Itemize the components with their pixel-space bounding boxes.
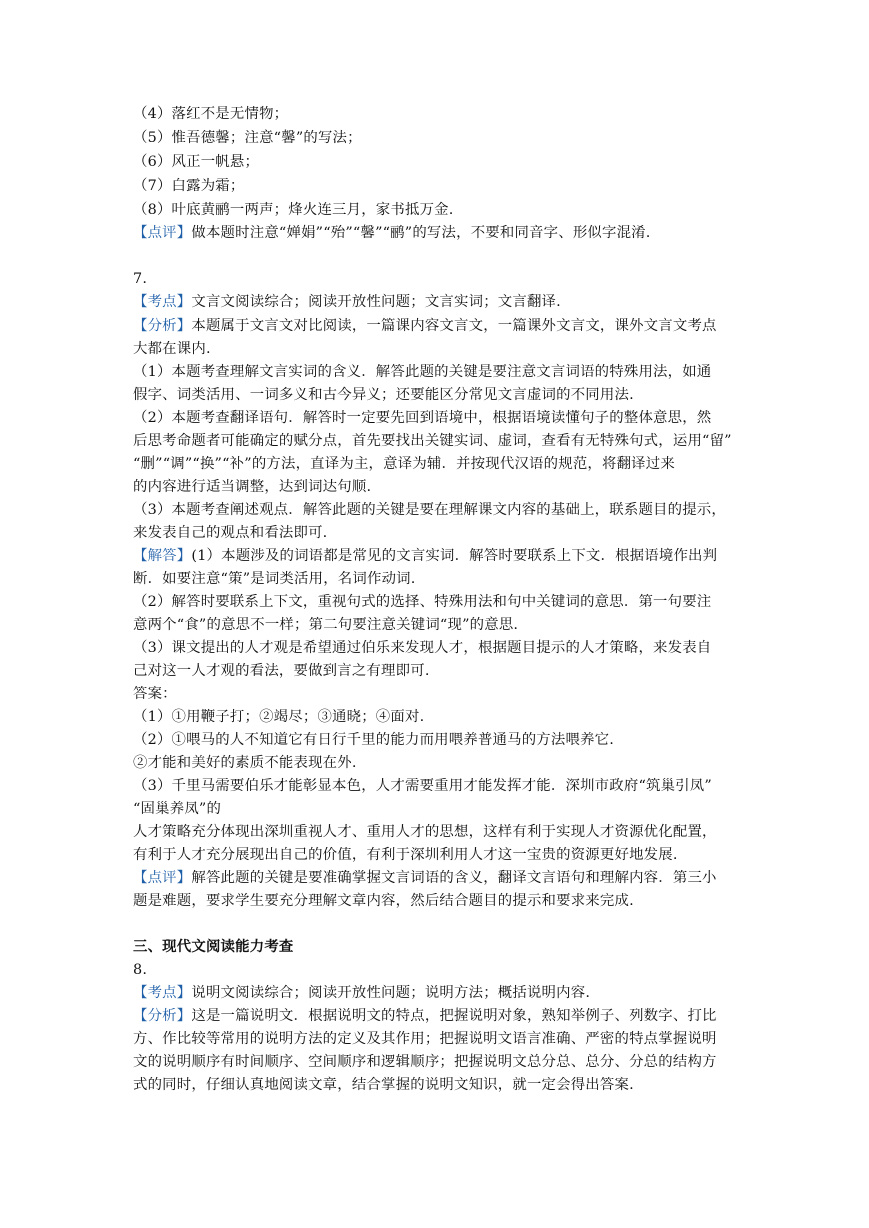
review-text: 解答此题的关键是要准确掌握文言词语的含义，翻译文言语句和理解内容．第三小 <box>191 870 717 886</box>
fenxi-text: 本题属于文言文对比阅读，一篇课内容文言文，一篇课外文言文，课外文言文考点 <box>191 318 717 334</box>
answer-line-8: （8）叶底黄鹂一两声；烽火连三月，家书抵万金. <box>133 202 454 218</box>
paragraph-line: 人才策略充分体现出深圳重视人才、重用人才的思想，这样有利于实现人才资源优化配置， <box>133 824 717 840</box>
review-line <box>133 222 743 244</box>
paragraph-line: 来发表自己的观点和看法即可. <box>133 525 328 541</box>
paragraph-line: 大都在课内. <box>133 341 211 357</box>
question-number-7: 7. <box>133 271 148 287</box>
paragraph-line: ②才能和美好的素质不能表现在外. <box>133 755 357 771</box>
kaodian-tag: 【考点】 <box>133 294 192 310</box>
kaodian-tag: 【考点】 <box>133 985 192 1001</box>
jieda-text: (1）本题涉及的词语都是常见的文言实词．解答时要联系上下文．根据语境作出判 <box>191 548 718 564</box>
paragraph-line: （3）本题考查阐述观点．解答此题的关键是要在理解课文内容的基础上，联系题目的提示， <box>133 502 726 518</box>
review-text: 做本题时注意“婵娟”“殆”“馨”“鹂”的写法，不要和同音字、形似字混淆. <box>191 225 651 241</box>
answer-line-4: （4）落红不是无情物； <box>133 106 289 122</box>
kaodian-line <box>133 291 743 313</box>
answer-label: 答案： <box>133 686 177 702</box>
paragraph-line: 假字、词类活用、一词多义和古今异义；还要能区分常见文言虚词的不同用法. <box>133 387 634 403</box>
review-tag: 【点评】 <box>133 225 192 241</box>
kaodian-text: 文言文阅读综合；阅读开放性问题；文言实词；文言翻译. <box>191 294 561 310</box>
paragraph-line: （3）千里马需要伯乐才能彰显本色，人才需要重用才能发挥才能．深圳市政府“筑巢引凤” <box>133 778 712 794</box>
fenxi-line <box>133 1005 743 1027</box>
paragraph-line: 己对这一人才观的看法，要做到言之有理即可. <box>133 663 430 679</box>
paragraph-line: （2）①喂马的人不知道它有日行千里的能力而用喂养普通马的方法喂养它. <box>133 732 615 748</box>
paragraph-line: 断．如要注意“策”是词类活用，名词作动词. <box>133 571 416 587</box>
fenxi-line <box>133 315 743 337</box>
paragraph-line: “固巢养凤”的 <box>133 801 222 817</box>
paragraph-line: 意两个“食”的意思不一样；第二句要注意关键词“现”的意思. <box>133 617 519 633</box>
paragraph-line: 式的同时，仔细认真地阅读文章，结合掌握的说明文知识，就一定会得出答案. <box>133 1077 634 1093</box>
paragraph-line: 的内容进行适当调整，达到词达句顺. <box>133 479 372 495</box>
paragraph-line: （2）解答时要联系上下文，重视句式的选择、特殊用法和句中关键词的意思．第一句要注 <box>133 594 712 610</box>
question-number-8: 8. <box>133 962 148 978</box>
answer-line-7: （7）白露为霜； <box>133 178 245 194</box>
paragraph-line: 后思考命题者可能确定的赋分点，首先要找出关键实词、虚词，查看有无特殊句式，运用“留” <box>133 433 732 449</box>
review-tag: 【点评】 <box>133 870 192 886</box>
section-heading: 三、现代文阅读能力考查 <box>133 938 294 955</box>
fenxi-tag: 【分析】 <box>133 318 192 334</box>
paragraph-line: （1）本题考查理解文言实词的含义．解答此题的关键是要注意文言词语的特殊用法，如通 <box>133 364 712 380</box>
paragraph-line: 题是难题，要求学生要充分理解文章内容，然后结合题目的提示和要求来完成. <box>133 893 634 909</box>
jieda-tag: 【解答】 <box>133 548 192 564</box>
paragraph-line: （3）课文提出的人才观是希望通过伯乐来发现人才，根据题目提示的人才策略，来发表自 <box>133 640 712 656</box>
paragraph-line: 方、作比较等常用的说明方法的定义及其作用；把握说明文语言准确、严密的特点掌握说明 <box>133 1031 717 1047</box>
paragraph-line: 有利于人才充分展现出自己的价值，有利于深圳利用人才这一宝贵的资源更好地发展. <box>133 847 678 863</box>
paragraph-line: （2）本题考查翻译语句．解答时一定要先回到语境中，根据语境读懂句子的整体意思，然 <box>133 410 712 426</box>
answer-line-6: （6）风正一帆悬； <box>133 154 260 170</box>
paragraph-line: “删”“调”“换”“补”的方法，直译为主，意译为辅．并按现代汉语的规范，将翻译过来 <box>133 456 675 472</box>
kaodian-line <box>133 982 743 1004</box>
kaodian-text: 说明文阅读综合；阅读开放性问题；说明方法；概括说明内容. <box>191 985 591 1001</box>
answer-line-5: （5）惟吾德馨；注意“馨”的写法； <box>133 130 362 146</box>
jieda-line <box>133 545 743 567</box>
paragraph-line: 文的说明顺序有时间顺序、空间顺序和逻辑顺序；把握说明文总分总、总分、分总的结构方 <box>133 1054 717 1070</box>
paragraph-line: （1）①用鞭子打；②竭尽；③通晓；④面对. <box>133 709 425 725</box>
fenxi-tag: 【分析】 <box>133 1008 192 1024</box>
fenxi-text: 这是一篇说明文．根据说明文的特点，把握说明对象，熟知举例子、列数字、打比 <box>191 1008 717 1024</box>
review-line <box>133 867 743 889</box>
